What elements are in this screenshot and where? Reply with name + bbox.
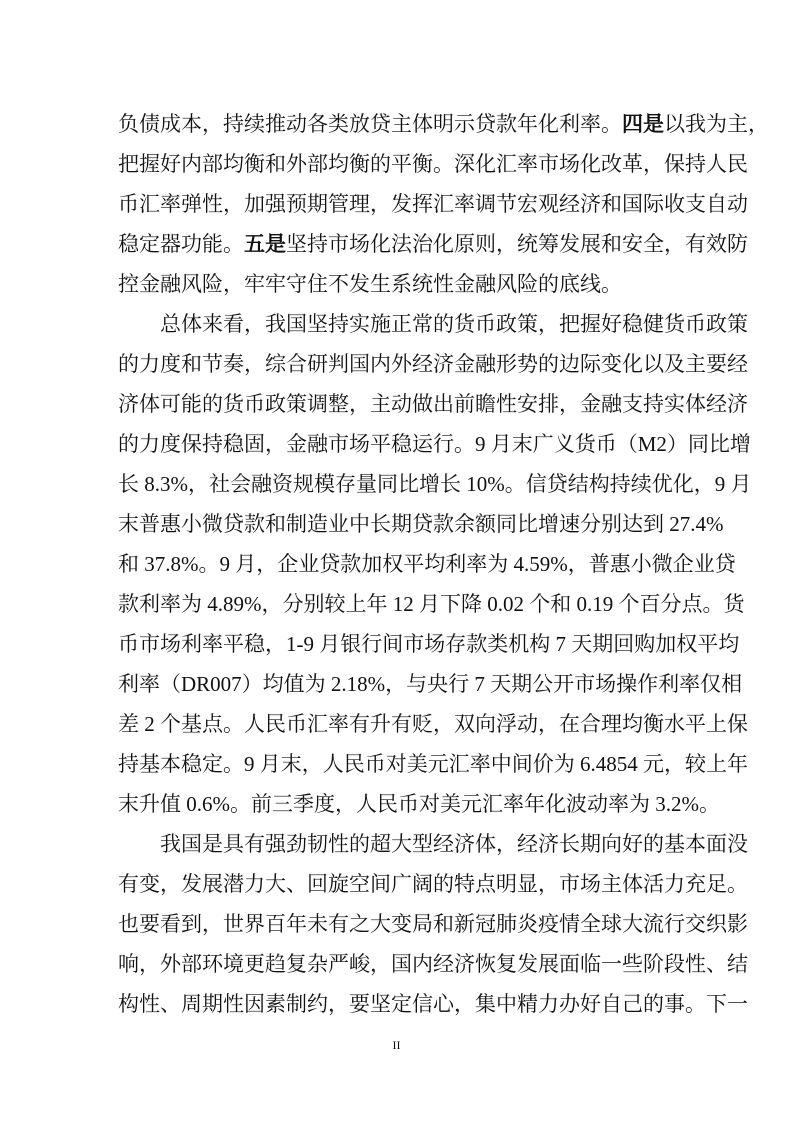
text-run: 的力度和节奏，综合研判国内外经济金融形势的边际变化以及主要经 (118, 352, 748, 376)
text-line (118, 824, 748, 864)
text-line (118, 704, 748, 744)
text-run: 有变，发展潜力大、回旋空间广阔的特点明显，市场主体活力充足。 (118, 872, 748, 896)
text-run: 长 8.3%，社会融资规模存量同比增长 10%。信贷结构持续优化，9 月 (118, 472, 752, 496)
text-line (118, 304, 748, 344)
text-run: 币市场利率平稳，1-9 月银行间市场存款类机构 7 天期回购加权平均 (118, 632, 740, 656)
text-run: 济体可能的货币政策调整，主动做出前瞻性安排，金融支持实体经济 (118, 392, 748, 416)
text-line (118, 504, 724, 544)
bold-text: 五是 (244, 232, 286, 256)
text-line (118, 104, 769, 144)
text-run: 响，外部环境更趋复杂严峻，国内经济恢复发展面临一些阶段性、结 (118, 952, 748, 976)
text-line (118, 984, 748, 1024)
text-run: 也要看到，世界百年未有之大变局和新冠肺炎疫情全球大流行交织影 (118, 912, 748, 936)
text-line (118, 784, 720, 824)
text-run: 和 37.8%。9 月，企业贷款加权平均利率为 4.59%，普惠小微企业贷 (118, 552, 736, 576)
text-line (118, 904, 748, 944)
bold-text: 四是 (622, 112, 664, 136)
text-run: 负债成本，持续推动各类放贷主体明示贷款年化利率。 (118, 112, 622, 136)
text-line (118, 624, 740, 664)
text-run: 稳定器功能。 (118, 232, 244, 256)
text-line (118, 384, 748, 424)
text-line (118, 144, 748, 184)
text-run: 把握好内部均衡和外部均衡的平衡。深化汇率市场化改革，保持人民 (118, 152, 748, 176)
text-run: 构性、周期性因素制约，要坚定信心，集中精力办好自己的事。下一 (118, 992, 748, 1016)
page-number: II (392, 1038, 401, 1052)
text-line (118, 864, 748, 904)
text-run: 末普惠小微贷款和制造业中长期贷款余额同比增速分别达到 27.4% (118, 512, 724, 536)
text-run: 利率（DR007）均值为 2.18%，与央行 7 天期公开市场操作利率仅相 (118, 672, 743, 696)
text-line (118, 544, 736, 584)
text-run: 以我为主， (664, 112, 769, 136)
text-run: 持基本稳定。9 月末，人民币对美元汇率中间价为 6.4854 元，较上年 (118, 752, 748, 776)
text-run: 币汇率弹性，加强预期管理，发挥汇率调节宏观经济和国际收支自动 (118, 192, 748, 216)
paragraph (118, 104, 769, 304)
paragraph (118, 824, 748, 1024)
document-body (118, 104, 769, 1024)
text-line (118, 464, 752, 504)
text-line (118, 584, 745, 624)
text-run: 的力度保持稳固，金融市场平稳运行。9 月末广义货币（M2）同比增 (118, 432, 751, 456)
text-run: 末升值 0.6%。前三季度，人民币对美元汇率年化波动率为 3.2%。 (118, 792, 720, 816)
text-run: 总体来看，我国坚持实施正常的货币政策，把握好稳健货币政策 (160, 312, 748, 336)
text-run: 控金融风险，牢牢守住不发生系统性金融风险的底线。 (118, 272, 622, 296)
text-line (118, 744, 748, 784)
text-line (118, 224, 748, 264)
text-line (118, 264, 676, 304)
text-line (118, 944, 748, 984)
text-run: 差 2 个基点。人民币汇率有升有贬，双向浮动，在合理均衡水平上保 (118, 712, 748, 736)
text-run: 坚持市场化法治化原则，统筹发展和安全，有效防 (286, 232, 748, 256)
text-run: 我国是具有强劲韧性的超大型经济体，经济长期向好的基本面没 (160, 832, 748, 856)
paragraph (118, 304, 752, 824)
text-line (118, 344, 748, 384)
text-line (118, 424, 751, 464)
text-line (118, 184, 748, 224)
text-line (118, 664, 743, 704)
text-run: 款利率为 4.89%，分别较上年 12 月下降 0.02 个和 0.19 个百分点。货 (118, 592, 745, 616)
